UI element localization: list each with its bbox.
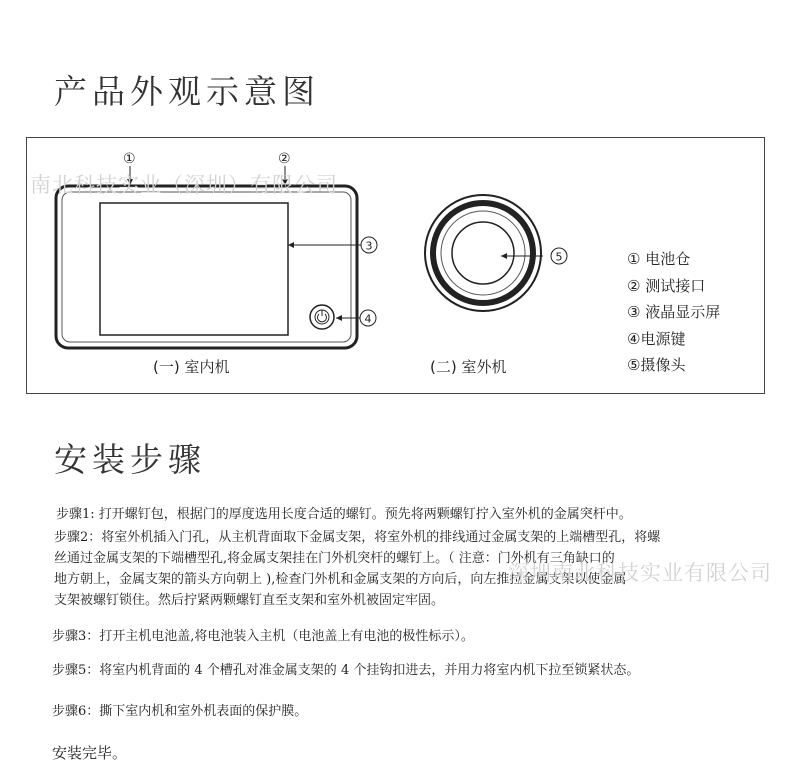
install-title: 安装步骤 [54,440,206,479]
step-2-line-3: 地方朝上，金属支架的箭头方向朝上 ),检查门外机和金属支架的方向后，向左推拉金属支架以使金属 [54,572,627,587]
legend-item-battery: ① 电池仓 [627,250,691,268]
callout-2: ② [278,151,291,167]
step-5: 步骤5：将室内机背面的 4 个槽孔对准金属支架的 4 个挂钩扣进去，并用力将室内机下拉至锁紧状态。 [52,663,640,678]
step-6: 步骤6：撕下室内机和室外机表面的保护膜。 [52,704,308,719]
outdoor-unit-rim [433,203,533,303]
outdoor-unit-caption: (二) 室外机 [430,358,507,376]
callout-4-number: 4 [364,312,372,326]
page-title: 产品外观示意图 [54,72,320,111]
parts-legend [627,246,720,379]
callout-1: ① [123,151,136,167]
outdoor-unit-inner-ring [441,211,525,295]
step-2-line-1: 步骤2：将室外机插入门孔，从主机背面取下金属支架，将室外机的排线通过金属支架的上端槽型孔，将螺 [54,530,661,545]
callout-4-arrow [336,315,342,321]
callout-5-arrow [501,253,507,259]
legend-item-lcd: ③ 液晶显示屏 [627,303,721,321]
step-2-line-4: 支架被螺钉锁住。然后拧紧两颗螺钉直至支架和室外机被固定牢固。 [54,593,445,608]
outdoor-unit-outer-ring [425,195,541,311]
callout-3-arrow [288,242,294,248]
step-3: 步骤3：打开主机电池盖,将电池装入主机（电池盖上有电池的极性标示）。 [52,629,474,644]
step-2-line-2: 丝通过金属支架的下端槽型孔,将金属支架挂在门外机突杆的螺钉上。（ 注意：门外机有三角缺口的 [54,551,615,566]
watermark-top: 南北科技实业（深圳）有限公司 [30,173,338,197]
camera-lens [452,222,514,284]
watermark-right: 深圳南北科技实业有限公司 [508,561,772,585]
callout-5-number: 5 [555,250,563,264]
legend-item-test-port: ② 测试接口 [627,276,706,295]
install-complete: 安装完毕。 [52,744,128,762]
lcd-screen [100,203,288,335]
indoor-unit-caption: (一) 室内机 [153,358,230,376]
step-1: 步骤1: 打开螺钉包，根据门的厚度选用长度合适的螺钉。预先将两颗螺钉拧入室外机的金属突杆中。 [56,507,632,522]
indoor-unit-bezel [62,192,351,342]
legend-item-camera: ⑤摄像头 [627,356,686,374]
legend-item-power-key: ④电源键 [627,329,686,348]
callout-3-number: 3 [365,239,373,253]
power-button [310,305,334,329]
